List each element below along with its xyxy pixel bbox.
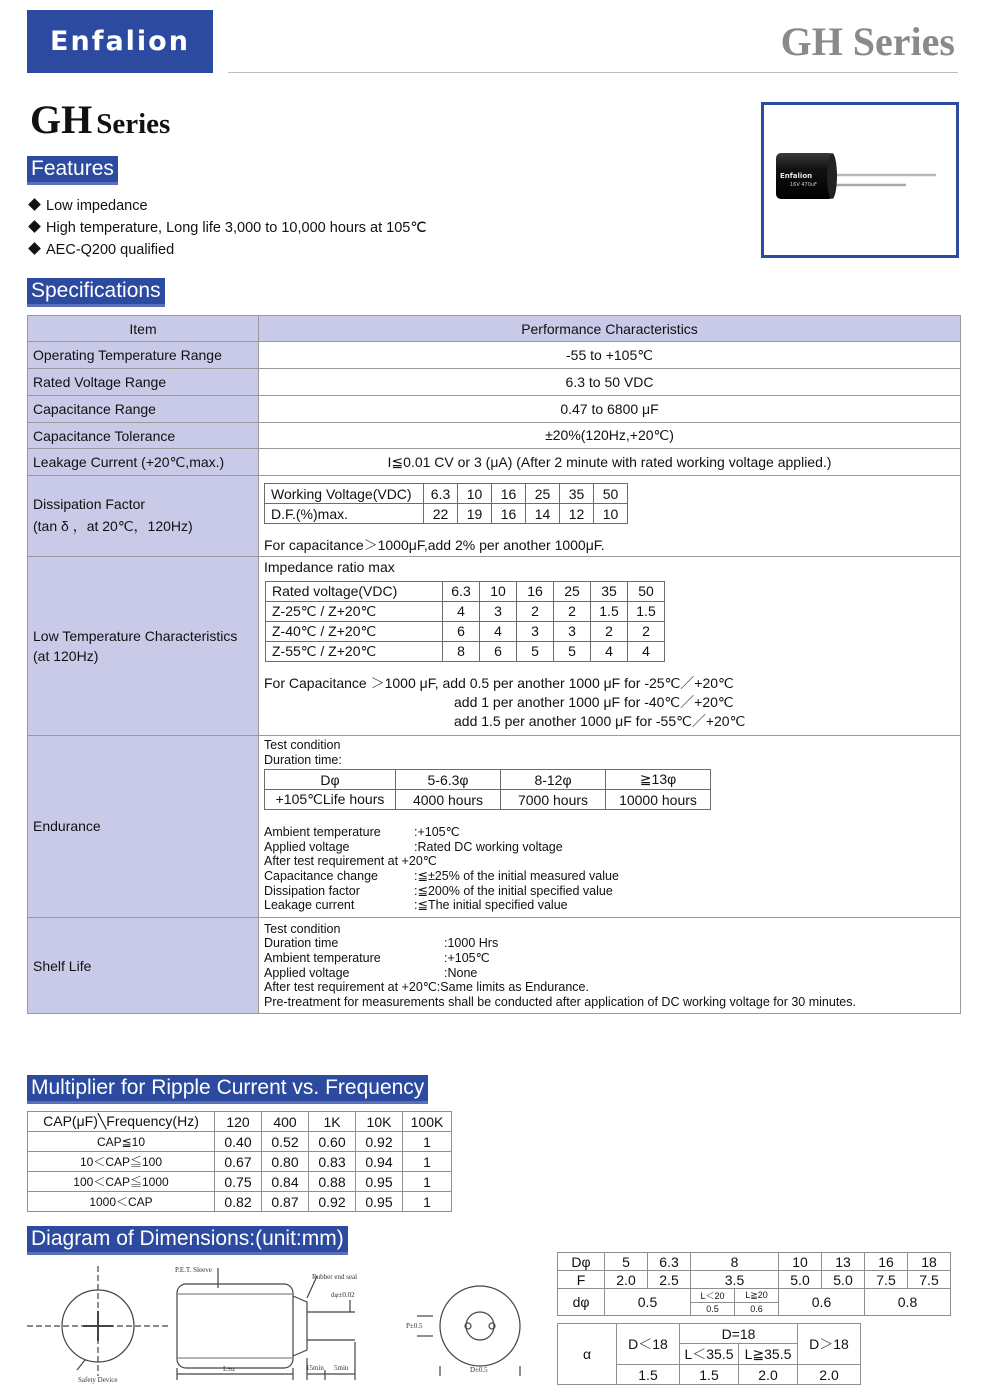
df-table: Working Voltage(VDC) 6.3 10 16 25 35 50 D.F.(%)max. 22 19 16 14 12 10 [264, 483, 628, 524]
table-row-low-temperature: Low Temperature Characteristics (at 120Hz) Impedance ratio max Rated voltage(VDC) 6.3 10 16 25 35 50 Z-25℃ / Z+20℃ 4 3 2 2 1.5 1.5 Z-40℃ / Z+20℃ 6 4 3 3 2 2 Z-55℃ / Z+20℃ 8 6 5 5 4 4 For Capacitance ＞1000 μF, add 0.5 per another 1000 μF for -25℃／+20℃ add 1 per another 1000 μF for -40℃／+20℃ add 1.5 per another 1000 μF for -55℃／+20℃ [28, 557, 961, 736]
feature-item: High temperature, Long life 3,000 to 10,000 hours at 105℃ [30, 217, 427, 239]
table-row: Operating Temperature Range -55 to +105℃ [28, 342, 961, 369]
photo-label: Enfalion [780, 172, 813, 180]
ripple-multiplier-table [27, 1111, 452, 1212]
page-title-main: GH [30, 97, 93, 142]
features-list [30, 195, 427, 261]
features-heading: Features [27, 156, 118, 185]
table-row-dissipation-factor: Dissipation Factor (tan δ ，at 20℃，120Hz) Working Voltage(VDC) 6.3 10 16 25 35 50 D.F.(%)max. 22 19 16 14 12 10 For capacitance＞1000μF,add 2% per another 1000μF. [28, 476, 961, 557]
table-row: CAP≦10 0.40 0.52 0.60 0.92 1 [28, 1132, 452, 1152]
life-hours-table: Dφ 5-6.3φ 8-12φ ≧13φ +105℃Life hours 4000 hours 7000 hours 10000 hours [264, 769, 711, 810]
column-header-performance: Performance Characteristics [259, 316, 961, 342]
df-note: For capacitance＞1000μF,add 2% per another 1000μF. [264, 537, 605, 553]
header-divider [228, 72, 958, 73]
feature-item: AEC-Q200 qualified [30, 239, 427, 261]
diamond-bullet-icon [28, 220, 41, 233]
impedance-title: Impedance ratio max [264, 559, 395, 575]
diamond-bullet-icon [28, 242, 41, 255]
table-row-shelf-life: Shelf Life Test condition Duration time :1000 Hrs Ambient temperature :+105℃ Applied voltage :None After test requirement at +20℃:Same limits as Endurance. Pre-treatment for measurements shall be conducted after application of DC working voltage for 30 minutes. [28, 917, 961, 1014]
page-title [30, 96, 170, 143]
column-header-item: Item [28, 316, 259, 342]
dimensions-table-lead: Dφ 5 6.3 8 10 13 16 18 F 2.0 2.5 3.5 5.0 5.0 7.5 7.5 dφ 0.5 L＜20 L≧20 0.6 0.8 0.5 0.6 [557, 1252, 951, 1316]
diameter-label: D±0.5 [470, 1366, 488, 1374]
impedance-table: Rated voltage(VDC) 6.3 10 16 25 35 50 Z-25℃ / Z+20℃ 4 3 2 2 1.5 1.5 Z-40℃ / Z+20℃ 6 4 3 3 2 2 Z-55℃ / Z+20℃ 8 6 5 5 4 4 [265, 581, 665, 662]
ripple-heading: Multiplier for Ripple Current vs. Frequency [27, 1075, 428, 1104]
lead-dia-label: dφ±0.02 [331, 1291, 355, 1299]
table-row: 100＜CAP≦1000 0.75 0.84 0.88 0.95 1 [28, 1172, 452, 1192]
capacitor-image [764, 105, 956, 255]
page-title-sub: Series [96, 108, 171, 140]
header-series-title: GH Series [780, 19, 955, 64]
specifications-heading: Specifications [27, 278, 165, 307]
pet-sleeve-label: P.E.T. Sleeve [175, 1266, 212, 1274]
dimensions-heading: Diagram of Dimensions:(unit:mm) [27, 1226, 348, 1255]
ripple-header-row: CAP(μF)╲Frequency(Hz) 120 400 1K 10K 100K [28, 1112, 452, 1132]
diamond-bullet-icon [28, 198, 41, 211]
table-header-row [28, 316, 961, 342]
lead-5-label: 5min [334, 1364, 349, 1372]
table-row: Leakage Current (+20℃,max.) I≦0.01 CV or 3 (μA) (After 2 minute with rated working voltage applied.) [28, 449, 961, 476]
length-label: L±α [223, 1365, 235, 1373]
table-row: Rated Voltage Range 6.3 to 50 VDC [28, 369, 961, 396]
table-row: Capacitance Range 0.47 to 6800 μF [28, 396, 961, 423]
lead-15-label: 15min [306, 1364, 324, 1372]
table-row: 1000＜CAP 0.82 0.87 0.92 0.95 1 [28, 1192, 452, 1212]
product-photo [761, 102, 959, 258]
table-row: Capacitance Tolerance ±20%(120Hz,+20℃) [28, 423, 961, 449]
dimension-drawing [25, 1258, 545, 1398]
table-row-endurance: Endurance Test condition Duration time: Dφ 5-6.3φ 8-12φ ≧13φ +105℃Life hours 4000 hours 7000 hours 10000 hours Ambient temperature :+105℃ Applied voltage :Rated DC working voltage After test requirement at +20℃ Capacitance change :≦±25% of the initial measured value Dissipation factor :≦200% of the initial specified value Leakage current :≦The initial specified value [28, 736, 961, 918]
rubber-seal-label: Rubber end seal [312, 1273, 358, 1281]
safety-device-label: Safety Device [78, 1376, 118, 1384]
table-row: 10＜CAP≦100 0.67 0.80 0.83 0.94 1 [28, 1152, 452, 1172]
brand-logo: Enfalion [27, 10, 213, 73]
feature-item: Low impedance [30, 195, 427, 217]
endurance-conditions: Ambient temperature :+105℃ Applied voltage :Rated DC working voltage After test requirement at +20℃ Capacitance change :≦±25% of the initial measured value Dissipation factor :≦200% of the initial specified value Leakage current :≦The initial specified value [264, 825, 619, 913]
pitch-label: P±0.5 [406, 1322, 423, 1330]
impedance-notes: For Capacitance ＞1000 μF, add 0.5 per another 1000 μF for -25℃／+20℃ add 1 per another 1000 μF for -40℃／+20℃ add 1.5 per another 1000 μF for -55℃／+20℃ [264, 675, 746, 729]
shelf-life-conditions: Test condition Duration time :1000 Hrs Ambient temperature :+105℃ Applied voltage :None After test requirement at +20℃:Same limits as Endurance. Pre-treatment for measurements shall be conducted after application of DC working voltage for 30 minutes. [264, 921, 856, 1009]
photo-sublabel: 16V 470uF [790, 182, 817, 188]
specifications-table [27, 315, 961, 1014]
dimensions-table-alpha: α D＜18 D=18 D＞18 L＜35.5 L≧35.5 1.5 1.5 2.0 2.0 [557, 1323, 861, 1385]
